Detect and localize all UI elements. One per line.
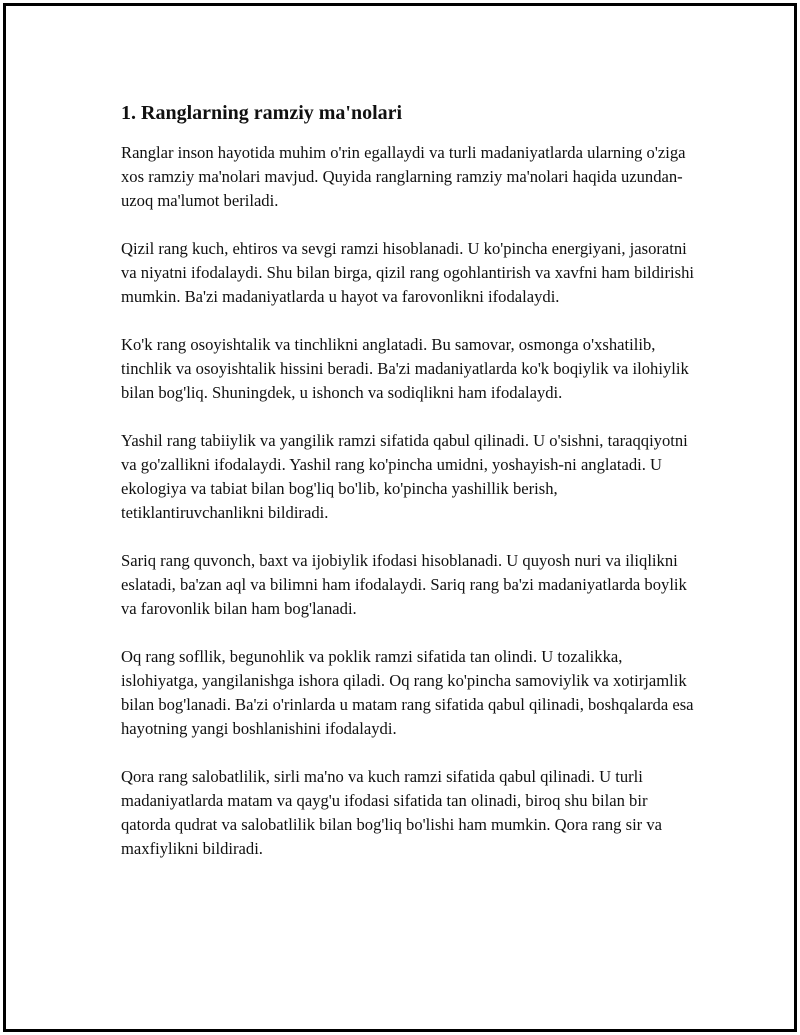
paragraph-intro: Ranglar inson hayotida muhim o'rin egallaydi va turli madaniyatlarda ularning o'ziga xos ramziy ma'nolari mavjud. Quyida ranglarning ramziy ma'nolari haqida uzundan-uzoq ma'lumot beriladi. xyxy=(121,143,686,210)
page-frame xyxy=(3,3,797,1032)
document-content xyxy=(121,99,696,885)
paragraph-blue: Ko'k rang osoyishtalik va tinchlikni anglatadi. Bu samovar, osmonga o'xshatilib, tinchlik va osoyishtalik hissini beradi. Ba'zi madaniyatlarda ko'k boqiylik va ilohiylik bilan bog'liq. Shuningdek, u ishonch va sodiqlikni ham ifodalaydi. xyxy=(121,335,689,402)
paragraph-red: Qizil rang kuch, ehtiros va sevgi ramzi hisoblanadi. U ko'pincha energiyani, jasoratni va niyatni ifodalaydi. Shu bilan birga, qizil rang ogohlantirish va xavfni ham bildirishi mumkin. Ba'zi madaniyatlarda u hayot va farovonlikni ifodalaydi. xyxy=(121,239,694,306)
paragraph-yellow: Sariq rang quvonch, baxt va ijobiylik ifodasi hisoblanadi. U quyosh nuri va iliqlikni eslatadi, ba'zan aql va bilimni ham ifodalaydi. Sariq rang ba'zi madaniyatlarda boylik va farovonlik bilan ham bog'lanadi. xyxy=(121,551,687,618)
section-title: 1. Ranglarning ramziy ma'nolari xyxy=(121,102,403,124)
paragraph-green: Yashil rang tabiiylik va yangilik ramzi sifatida qabul qilinadi. U o'sishni, taraqqiyotni va go'zallikni ifodalaydi. Yashil rang ko'pincha umidni, yoshayish-ni anglatadi. U ekologiya va tabiat bilan bog'liq bo'lib, ko'pincha yashillik berish, tetiklantiruvchanlikni bildiradi. xyxy=(121,431,688,522)
paragraph-black: Qora rang salobatlilik, sirli ma'no va kuch ramzi sifatida qabul qilinadi. U turli madaniyatlarda matam va qayg'u ifodasi sifatida tan olinadi, biroq shu bilan bir qatorda qudrat va salobatlilik bilan bog'liq bo'lishi ham mumkin. Qora rang sir va maxfiylikni bildiradi. xyxy=(121,767,663,858)
paragraph-white: Oq rang sofllik, begunohlik va poklik ramzi sifatida tan olindi. U tozalikka, islohiyatga, yangilanishga ishora qiladi. Oq rang ko'pincha samoviylik va xotirjamlik bilan bog'lanadi. Ba'zi o'rinlarda u matam rang sifatida qabul qilinadi, boshqalarda esa hayotning yangi boshlanishini ifodalaydi. xyxy=(121,647,694,738)
